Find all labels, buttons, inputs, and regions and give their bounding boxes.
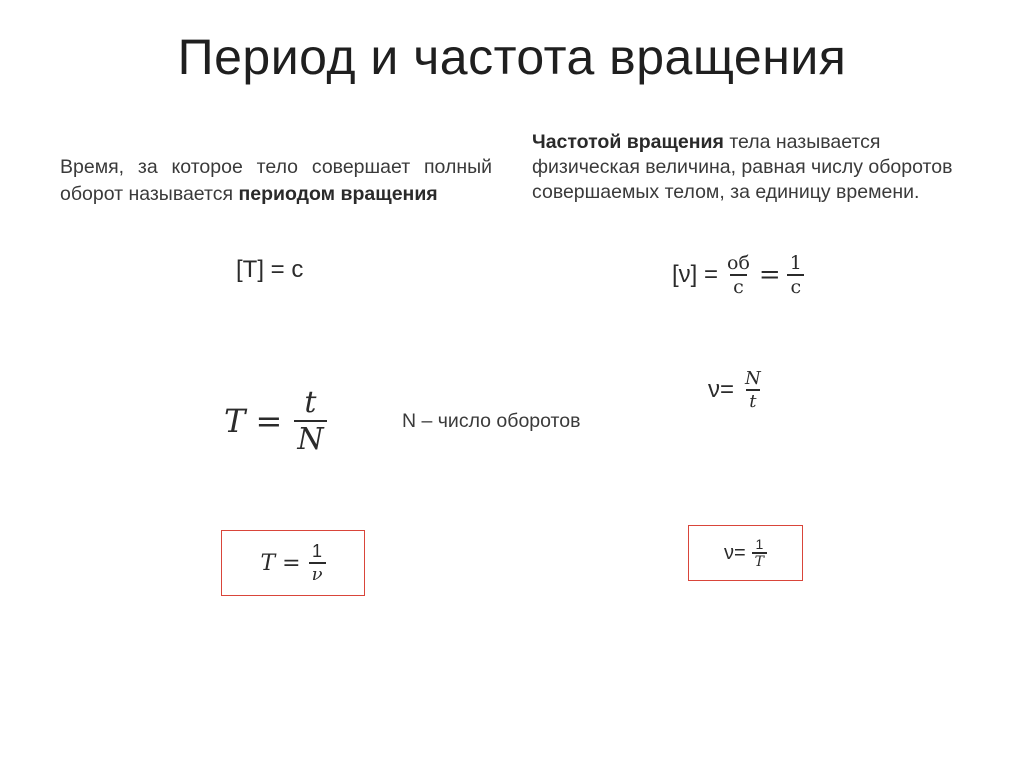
frequency-definition-text: тела называется физическая величина, равная числу оборотов совершаемых телом, за единицу времени. <box>532 131 953 203</box>
period-formula-lhs: T = <box>224 402 283 440</box>
equals-sign: = <box>758 260 781 290</box>
frequency-unit-fraction-2 <box>787 252 805 298</box>
boxed-frequency-lhs: ν= <box>723 541 746 564</box>
boxed-period-lhs: T = <box>260 550 301 576</box>
fraction-denominator: T <box>752 552 767 570</box>
fraction-denominator: t <box>746 389 759 412</box>
period-formula <box>224 385 327 457</box>
frequency-definition-term: Частотой вращения <box>532 131 724 153</box>
boxed-period-fraction <box>309 541 326 585</box>
fraction-denominator: N <box>294 420 326 457</box>
fraction-numerator: 1 <box>755 536 764 552</box>
boxed-period-formula <box>221 530 365 596</box>
period-unit: [T] = c <box>236 256 304 283</box>
fraction-denominator: с <box>730 274 747 298</box>
boxed-frequency-formula <box>688 525 803 581</box>
fraction-denominator: с <box>787 274 804 298</box>
period-definition-text: Время, за которое тело совершает полный оборот называется <box>60 156 492 205</box>
frequency-formula-lhs: ν= <box>708 376 735 403</box>
period-formula-fraction <box>294 385 326 457</box>
frequency-unit-fraction-1 <box>724 252 753 298</box>
slide-title: Период и частота вращения <box>177 29 847 85</box>
fraction-numerator: об <box>727 252 750 274</box>
boxed-frequency-fraction <box>752 536 767 570</box>
frequency-formula-fraction <box>742 368 764 412</box>
fraction-numerator: 1 <box>789 252 802 274</box>
period-definition <box>60 154 492 208</box>
fraction-numerator: N <box>745 368 761 389</box>
period-definition-term: периодом вращения <box>238 183 438 205</box>
fraction-numerator: t <box>304 385 317 420</box>
fraction-denominator: ν <box>309 562 326 585</box>
frequency-unit-lhs: [ν] = <box>672 261 719 288</box>
fraction-numerator: 1 <box>312 541 323 561</box>
frequency-formula <box>708 368 764 412</box>
frequency-unit <box>672 252 805 298</box>
frequency-definition <box>532 130 972 205</box>
revolutions-note: N – число оборотов <box>402 410 581 432</box>
